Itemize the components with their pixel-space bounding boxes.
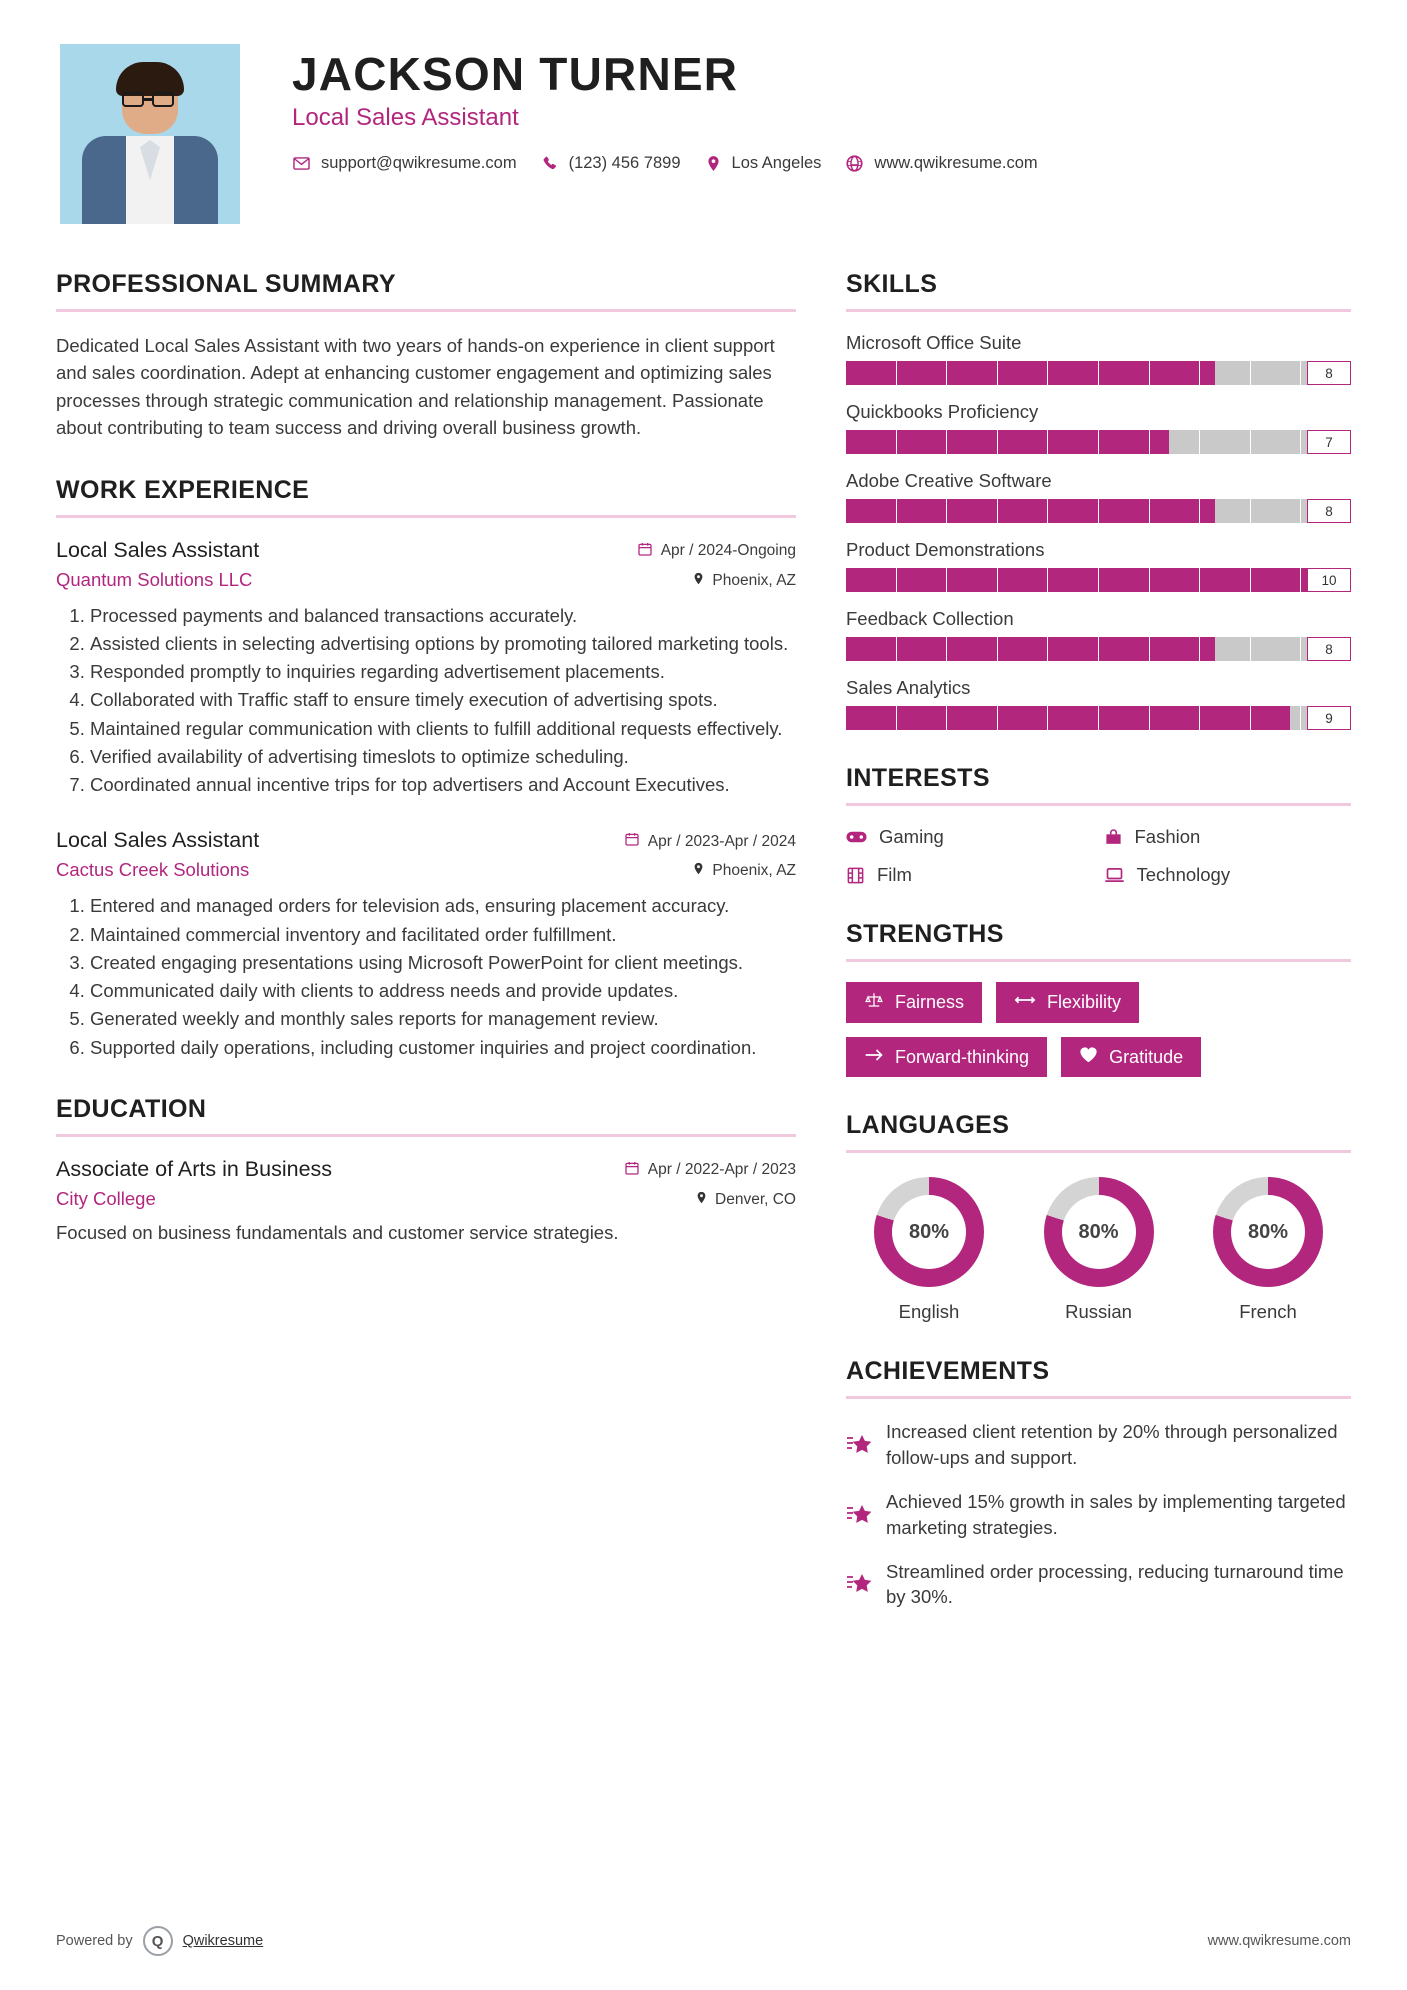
work-bullets: [56, 893, 796, 1061]
job-role: Local Sales Assistant: [292, 104, 519, 132]
divider: [846, 309, 1351, 312]
skill-score: 7: [1307, 430, 1351, 454]
contact-website[interactable]: [845, 154, 1037, 173]
contact-email-text: support@qwikresume.com: [321, 154, 517, 173]
skill-row: [846, 677, 1351, 730]
interest-item: [1104, 826, 1352, 848]
language-percent: 80%: [1062, 1195, 1136, 1269]
work-company: Cactus Creek Solutions: [56, 859, 250, 881]
interest-label: Gaming: [879, 826, 944, 847]
work-bullets: [56, 603, 796, 799]
strength-label: Gratitude: [1109, 1046, 1184, 1067]
skill-score: 8: [1307, 499, 1351, 523]
calendar-icon: [637, 541, 653, 562]
qwikresume-logo-icon: Q: [143, 1926, 173, 1956]
divider: [56, 1134, 796, 1137]
location-pin-icon: [692, 861, 705, 881]
skill-score: 8: [1307, 361, 1351, 385]
section-strengths: [846, 920, 1351, 1077]
resume-header: [56, 44, 1351, 224]
list-item: 4. Communicated daily with clients to address needs and provide updates.: [90, 978, 796, 1004]
work-job-title: Local Sales Assistant: [56, 537, 260, 562]
section-title-languages: LANGUAGES: [846, 1111, 1010, 1139]
skill-bar: [846, 568, 1351, 592]
education-entry: [56, 1157, 796, 1246]
contact-location: [705, 154, 822, 173]
work-date-text: Apr / 2024-Ongoing: [660, 542, 796, 559]
list-item: 6. Supported daily operations, including customer inquiries and project coordination.: [90, 1035, 796, 1061]
contact-phone-text: (123) 456 7899: [568, 154, 681, 173]
list-item: 2. Assisted clients in selecting advertising options by promoting tailored marketing tools.: [90, 631, 796, 657]
skill-bar: [846, 706, 1351, 730]
list-item: 5. Maintained regular communication with clients to fulfill additional requests effectively.: [90, 716, 796, 742]
divider: [846, 803, 1351, 806]
contact-row: [292, 154, 1351, 173]
calendar-icon: [624, 1160, 640, 1181]
contact-phone[interactable]: [541, 154, 681, 173]
strengths-list: [846, 982, 1351, 1077]
interest-item: [1104, 864, 1352, 886]
skill-label: Feedback Collection: [846, 608, 1014, 629]
skill-label: Quickbooks Proficiency: [846, 401, 1039, 422]
interest-label: Technology: [1136, 864, 1231, 885]
divider: [846, 1396, 1351, 1399]
divider: [56, 309, 796, 312]
strength-label: Fairness: [895, 992, 965, 1012]
handbag-icon: [1104, 828, 1123, 847]
skill-row: [846, 401, 1351, 454]
skill-score: 9: [1307, 706, 1351, 730]
language-donut: [874, 1177, 984, 1287]
arrows-horizontal-icon: [1014, 992, 1036, 1013]
globe-icon: [845, 154, 864, 173]
language-label: Russian: [1065, 1301, 1132, 1322]
page-title: JACKSON TURNER: [292, 48, 739, 100]
language-percent: 80%: [892, 1195, 966, 1269]
calendar-icon: [624, 831, 640, 852]
work-location-text: Phoenix, AZ: [712, 862, 796, 880]
section-title-strengths: STRENGTHS: [846, 920, 1004, 948]
section-professional-summary: [56, 270, 796, 442]
section-title-skills: SKILLS: [846, 270, 938, 298]
strength-label: Forward-thinking: [895, 1046, 1030, 1067]
work-date-text: Apr / 2023-Apr / 2024: [647, 832, 796, 850]
skill-row: [846, 470, 1351, 523]
education-school: City College: [56, 1187, 156, 1209]
skill-score: 10: [1307, 568, 1351, 592]
star-badge-icon: [846, 1489, 872, 1541]
location-pin-icon: [695, 1190, 708, 1210]
star-badge-icon: [846, 1419, 872, 1471]
brand-block: [56, 1926, 263, 1956]
interest-label: Fashion: [1134, 826, 1201, 847]
location-pin-icon: [692, 571, 705, 591]
header-text: [292, 44, 1351, 173]
skill-label: Product Demonstrations: [846, 539, 1045, 560]
language-item: [1193, 1177, 1343, 1323]
section-title-achievements: ACHIEVEMENTS: [846, 1357, 1050, 1385]
education-date-text: Apr / 2022-Apr / 2023: [647, 1161, 796, 1179]
list-item: 4. Collaborated with Traffic staff to ensure timely execution of advertising spots.: [90, 687, 796, 713]
work-entry: [56, 828, 796, 1061]
gamepad-icon: [846, 829, 867, 845]
strength-chip: [846, 982, 982, 1023]
skill-row: [846, 332, 1351, 385]
skill-row: [846, 608, 1351, 661]
achievement-item: [846, 1559, 1351, 1611]
language-donut: [1213, 1177, 1323, 1287]
list-item: 1. Processed payments and balanced transactions accurately.: [90, 603, 796, 629]
skill-bar: [846, 637, 1351, 661]
achievement-text: Increased client retention by 20% through personalized follow-ups and support.: [886, 1421, 1338, 1468]
language-percent: 80%: [1231, 1195, 1305, 1269]
skill-row: [846, 539, 1351, 592]
interest-item: [846, 864, 1094, 886]
body-columns: [56, 270, 1351, 1644]
skill-bar: [846, 430, 1351, 454]
skill-label: Sales Analytics: [846, 677, 971, 698]
section-achievements: [846, 1357, 1351, 1610]
scales-icon: [864, 991, 884, 1014]
language-label: French: [1239, 1301, 1297, 1322]
strength-chip: [996, 982, 1139, 1023]
skill-score: 8: [1307, 637, 1351, 661]
skill-bar: [846, 361, 1351, 385]
divider: [56, 515, 796, 518]
work-date: [637, 541, 796, 562]
location-pin-icon: [705, 154, 722, 173]
strength-chip: [846, 1037, 1047, 1077]
contact-website-text: www.qwikresume.com: [874, 154, 1038, 173]
list-item: 7. Coordinated annual incentive trips for top advertisers and Account Executives.: [90, 772, 796, 798]
section-title-summary: PROFESSIONAL SUMMARY: [56, 270, 396, 298]
summary-text: Dedicated Local Sales Assistant with two years of hands-on experience in client support and sales coordination. Adept at enhancing customer engagement and optimizing sales processes through strategic communication and relationship management. Passionate about contributing to team success and driving overall business growth.: [56, 335, 775, 439]
achievement-text: Streamlined order processing, reducing turnaround time by 30%.: [886, 1560, 1344, 1608]
education-date: [624, 1160, 796, 1181]
section-languages: [846, 1111, 1351, 1323]
contact-location-text: Los Angeles: [731, 154, 822, 173]
strength-label: Flexibility: [1047, 992, 1122, 1012]
work-location-text: Phoenix, AZ: [712, 571, 796, 589]
achievement-text: Achieved 15% growth in sales by implementing targeted marketing strategies.: [886, 1490, 1346, 1538]
divider: [846, 959, 1351, 962]
language-label: English: [898, 1301, 960, 1322]
envelope-icon: [292, 154, 311, 173]
education-degree: Associate of Arts in Business: [56, 1156, 333, 1181]
footer-website[interactable]: www.qwikresume.com: [1207, 1933, 1351, 1949]
language-donut: [1044, 1177, 1154, 1287]
list-item: 3. Created engaging presentations using Microsoft PowerPoint for client meetings.: [90, 950, 796, 976]
list-item: 6. Verified availability of advertising timeslots to optimize scheduling.: [90, 744, 796, 770]
achievement-item: [846, 1489, 1351, 1541]
section-education: [56, 1095, 796, 1246]
right-column: [846, 270, 1351, 1644]
interest-label: Film: [877, 864, 912, 885]
section-title-education: EDUCATION: [56, 1094, 207, 1123]
achievement-item: [846, 1419, 1351, 1471]
education-location: [695, 1190, 796, 1210]
education-description: Focused on business fundamentals and customer service strategies.: [56, 1221, 619, 1243]
section-work-experience: [56, 476, 796, 1061]
interests-grid: [846, 826, 1351, 886]
arrow-right-icon: [864, 1047, 884, 1068]
powered-by-label: Powered by: [56, 1933, 133, 1949]
list-item: 1. Entered and managed orders for television ads, ensuring placement accuracy.: [90, 893, 796, 919]
work-location: [692, 571, 796, 591]
star-badge-icon: [846, 1559, 872, 1611]
education-location-text: Denver, CO: [715, 1190, 796, 1208]
heart-icon: [1079, 1046, 1098, 1068]
work-date: [624, 831, 796, 852]
work-location: [692, 861, 796, 881]
work-company: Quantum Solutions LLC: [56, 568, 253, 590]
work-entry: [56, 538, 796, 799]
skill-label: Adobe Creative Software: [846, 470, 1052, 491]
page-footer: [56, 1926, 1351, 1956]
list-item: 2. Maintained commercial inventory and facilitated order fulfillment.: [90, 922, 796, 948]
contact-email[interactable]: [292, 154, 517, 173]
section-interests: [846, 764, 1351, 886]
section-title-work: WORK EXPERIENCE: [56, 475, 310, 504]
language-item: [854, 1177, 1004, 1323]
work-job-title: Local Sales Assistant: [56, 828, 260, 853]
list-item: 5. Generated weekly and monthly sales reports for management review.: [90, 1006, 796, 1032]
brand-link[interactable]: Qwikresume: [182, 1933, 264, 1949]
skill-label: Microsoft Office Suite: [846, 332, 1022, 353]
language-item: [1024, 1177, 1174, 1323]
laptop-icon: [1104, 866, 1125, 884]
interest-item: [846, 826, 1094, 848]
left-column: [56, 270, 796, 1644]
section-skills: [846, 270, 1351, 730]
list-item: 3. Responded promptly to inquiries regarding advertisement placements.: [90, 659, 796, 685]
skill-bar: [846, 499, 1351, 523]
film-icon: [846, 866, 865, 885]
divider: [846, 1150, 1351, 1153]
section-title-interests: INTERESTS: [846, 764, 990, 792]
strength-chip: [1061, 1037, 1201, 1077]
languages-list: [846, 1173, 1351, 1323]
phone-icon: [541, 155, 559, 173]
avatar: [60, 44, 240, 224]
